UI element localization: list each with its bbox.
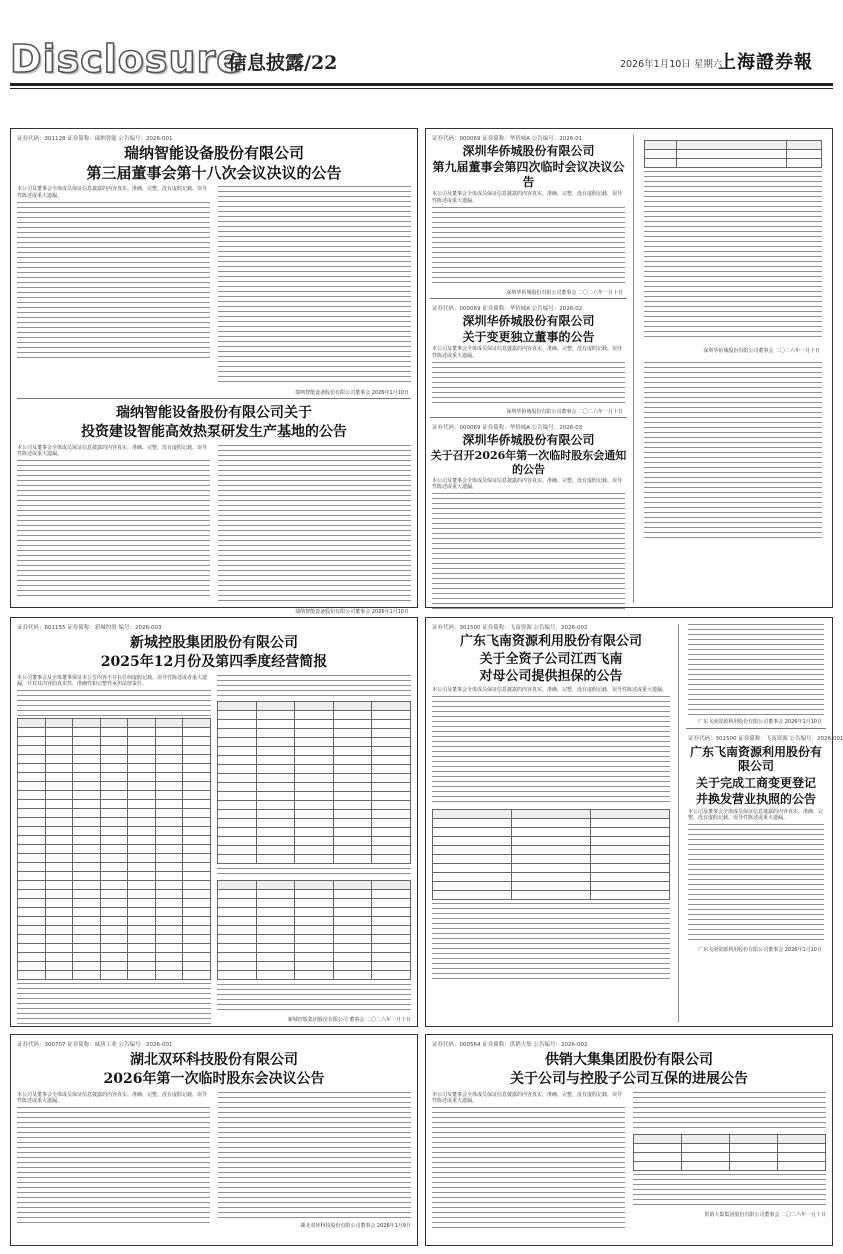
article-subtitle: 关于召开2026年第一次临时股东会通知的公告 [430, 449, 627, 476]
article-subtitle: 2025年12月份及第四季度经营简报 [100, 653, 328, 670]
article-subtitle: 投资建设智能高效热泵研发生产基地的公告 [81, 423, 347, 440]
stock-codes: 证券代码：601155 证券简称：新城控股 编号：2026-003 [17, 625, 162, 631]
proposal-table [644, 140, 822, 168]
disclaimer: 本公司及董事会全体成员保证信息披露的内容真实、准确、完整，没有虚假记载、误导性陈述或重大遗漏。 [17, 186, 208, 199]
body-text [17, 983, 211, 1027]
disclaimer: 本公司及董事会全体成员保证信息披露的内容真实、准确、完整，没有虚假记载、误导性陈述或重大遗漏。 [432, 686, 668, 693]
article-subtitle: 2026年第一次临时股东会决议公告 [103, 1070, 325, 1087]
body-text [17, 202, 210, 362]
body-text [644, 171, 822, 341]
signature: 深圳华侨城股份有限公司董事会 二〇二六年一月十日 [703, 348, 820, 354]
article-subtitle: 第三届董事会第十八次会议决议的公告 [86, 164, 342, 182]
disclaimer: 本公司及董事会全体成员保证信息披露的内容真实、准确、完整，没有虚假记载、误导性陈述或重大遗漏。 [688, 808, 824, 822]
masthead-rule-thin [10, 88, 833, 89]
body-text [432, 903, 670, 983]
article-title: 新城控股集团股份有限公司 [130, 635, 298, 651]
article-xc [10, 617, 418, 1027]
body-text [432, 1107, 625, 1229]
article-subtitle: 关于公司与控股子公司互保的进展公告 [510, 1070, 748, 1087]
article-hb [10, 1034, 418, 1246]
stock-codes: 证券代码：301128 证券简称：瑞纳智能 公告编号：2026-001 [17, 136, 173, 142]
article-hq [425, 128, 833, 608]
article-subtitle: 关于完成工商变更登记 [695, 775, 816, 790]
signature: 瑞纳智能设备股份有限公司董事会 2026年1月10日 [295, 608, 409, 615]
article-title: 深圳华侨城股份有限公司 [462, 432, 595, 447]
body-text [432, 696, 670, 806]
article-subtitle: 第九届董事会第四次临时会议决议公告 [432, 160, 625, 189]
article-subtitle: 关于全资子公司江西飞南 [479, 651, 623, 667]
newspaper-brand: 上海證券報 [718, 52, 813, 73]
stock-codes: 证券代码：000564 证券简称：供销大集 公告编号：2026-002 [432, 1042, 588, 1048]
body-text [218, 1092, 411, 1220]
article-title: 深圳华侨城股份有限公司 [462, 144, 595, 158]
signature: 深圳华侨城股份有限公司董事会 二〇二六年一月十日 [506, 289, 623, 296]
page-section-title: 信息披露/22 [228, 52, 338, 74]
signature: 深圳华侨城股份有限公司董事会 二〇二六年一月十日 [506, 408, 623, 415]
stock-codes: 证券代码：000069 证券简称：华侨城A 公告编号：2026-01 [432, 136, 583, 142]
signature: 广东飞南资源利用股份有限公司董事会 2026年1月10日 [698, 947, 822, 954]
article-subtitle: 关于变更独立董事的公告 [462, 330, 595, 345]
body-text [217, 868, 411, 876]
body-text [688, 624, 824, 716]
project-table [217, 701, 411, 864]
stock-codes: 证券代码：000069 证券简称：华侨城A 公告编号：2026-02 [432, 305, 583, 312]
signature: 广东飞南资源利用股份有限公司董事会 2026年1月10日 [698, 719, 822, 725]
article-title: 广东飞南资源利用股份有限公司 [459, 634, 642, 649]
stock-codes: 证券代码：000069 证券简称：华侨城A 公告编号：2026-03 [432, 424, 583, 431]
body-text [432, 207, 625, 287]
disclaimer: 本公司及董事会全体成员保证信息披露的内容真实、准确、完整，没有虚假记载、误导性陈述或重大遗漏。 [432, 346, 623, 360]
stock-codes: 证券代码：300707 证券简称：威唐工业 公告编号：2026-001 [17, 1042, 173, 1048]
disclaimer: 本公司及董事会全体成员保证信息披露的内容真实、准确、完整，没有虚假记载、误导性陈述或重大遗漏。 [17, 444, 208, 458]
disclaimer: 本公司及董事会全体成员保证信息披露的内容真实、准确、完整，没有虚假记载、误导性陈述或重大遗漏。 [432, 191, 623, 204]
article-title: 供销大集集团股份有限公司 [545, 1052, 713, 1068]
article-subtitle: 对母公司提供担保的公告 [479, 669, 623, 685]
article-subtitle: 并换发营业执照的公告 [695, 792, 816, 807]
disclaimer: 本公司及董事会全体成员保证信息披露的内容真实、准确、完整，没有虚假记载、误导性陈述或重大遗漏。 [432, 477, 623, 491]
article-gx [425, 1034, 833, 1246]
body-text [644, 362, 822, 542]
article-title: 瑞纳智能设备股份有限公司关于 [116, 405, 312, 421]
issue-date: 2026年1月10日 星期六 [620, 59, 723, 70]
body-text [217, 984, 411, 1012]
financial-table [432, 809, 670, 900]
article-title: 瑞纳智能设备股份有限公司 [123, 144, 304, 162]
body-text [17, 1107, 210, 1227]
article-gd [425, 617, 843, 1027]
article-rn [10, 128, 418, 615]
article-title: 深圳华侨城股份有限公司 [462, 313, 595, 328]
article-title: 广东飞南资源利用股份有限公司 [689, 745, 822, 774]
guarantee-table [633, 1134, 826, 1171]
body-text [17, 690, 211, 716]
disclaimer: 本公司及董事会全体成员保证信息披露的内容真实、准确、完整，没有虚假记载、误导性陈述或重大遗漏。 [432, 1091, 623, 1105]
body-text [218, 186, 411, 386]
body-text [17, 460, 210, 600]
masthead-rule [10, 83, 833, 86]
disclaimer: 本公司董事会及全体董事保证本公告内容不存在任何虚假记载、误导性陈述或者重大遗漏，并对其内容的真实性、准确性和完整性承担法律责任。 [17, 674, 208, 688]
section-wordmark: Disclosure [10, 37, 244, 81]
article-title: 湖北双环科技股份有限公司 [130, 1052, 298, 1068]
masthead [0, 0, 843, 82]
body-text [633, 1174, 826, 1208]
body-text [217, 675, 411, 699]
signature: 瑞纳智能设备股份有限公司董事会 2026年1月10日 [295, 390, 409, 396]
sales-table [17, 718, 211, 980]
body-text [218, 445, 411, 605]
body-text [432, 362, 625, 406]
signature: 湖北双环科技股份有限公司董事会 2026年1月9日 [300, 1222, 411, 1229]
body-text [432, 493, 625, 613]
signature: 新城控股集团股份有限公司 董事会 二〇二六年一月十日 [287, 1016, 411, 1023]
signature: 供销大集集团股份有限公司董事会 二〇二六年一月十日 [704, 1211, 826, 1218]
stock-codes: 证券代码：301500 证券简称：飞南资源 公告编号：2026-001 [688, 736, 843, 742]
stock-codes: 证券代码：301500 证券简称：飞南资源 公告编号：2026-002 [432, 625, 588, 631]
project-table-2 [217, 880, 411, 980]
body-text [688, 824, 824, 944]
body-text [633, 1092, 826, 1132]
disclaimer: 本公司及董事会全体成员保证信息披露的内容真实、准确、完整，没有虚假记载、误导性陈述或重大遗漏。 [17, 1091, 208, 1105]
